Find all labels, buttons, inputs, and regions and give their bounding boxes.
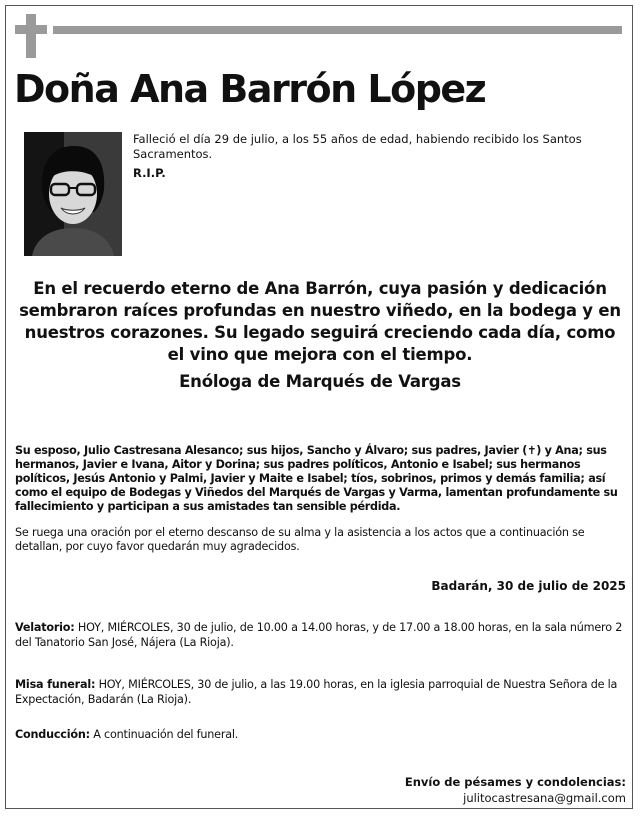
deceased-name: Doña Ana Barrón López [14, 67, 486, 111]
event-text: HOY, MIÉRCOLES, 30 de julio, a las 19.00 horas, en la iglesia parroquial de Nuestra Señora de la Expectación, Badarán (La Rioja). [15, 678, 618, 706]
header-rule [53, 26, 622, 34]
contact-label: Envío de pésames y condolencias: [404, 775, 626, 789]
tribute-text: En el recuerdo eterno de Ana Barrón, cuya pasión y dedicación sembraron raíces profundas en nuestro viñedo, en la bodega y en nuestros corazones. Su legado seguirá creciendo cada día, como el vino que mejora con el tiempo. [19, 279, 621, 364]
contact-block [405, 774, 626, 806]
event-text: A continuación del funeral. [89, 728, 239, 741]
event-label: Conducción: [15, 728, 90, 741]
event-label: Velatorio: [15, 621, 75, 634]
event-velatorio [15, 620, 627, 650]
family-text-part1: Su esposo, Julio Castresana Alesanco; sus hijos, Sancho y Álvaro; sus padres, Javier ( [15, 444, 528, 457]
death-notice-text: Falleció el día 29 de julio, a los 55 años de edad, habiendo recibido los Santos Sacramentos. [133, 132, 582, 161]
place-date: Badarán, 30 de julio de 2025 [431, 579, 626, 593]
prayer-paragraph: Se ruega una oración por el eterno descanso de su alma y la asistencia a los actos que a continuación se detallan, por cuyo favor quedarán muy agradecidos. [15, 526, 585, 553]
family-paragraph [15, 444, 627, 514]
intro-block [133, 132, 613, 181]
contact-email[interactable]: julitocastresana@gmail.com [463, 791, 626, 805]
tribute-role: Enóloga de Marqués de Vargas [179, 372, 461, 391]
event-conduccion [15, 727, 627, 742]
rip-text: R.I.P. [133, 166, 166, 180]
family-text-part2: ) y Ana; sus hermanos, Javier e Ivana, Aitor y Dorina; sus padres políticos, Antonio e Isabel; sus hermanos políticos, Jesús Antonio y Palmi, Javier y Maite e Isabel; tíos, sobrinos, primos y demás familia; así como el equipo de Bodegas y Viñedos del Marqués de Vargas y Varma, lamentan profundamente su fallecimiento y participan a sus amistades tan sensible pérdida. [15, 444, 618, 513]
event-label: Misa funeral: [15, 678, 96, 691]
portrait-photo [24, 132, 122, 256]
small-cross-icon: ✝ [527, 444, 537, 457]
event-misa-funeral [15, 677, 627, 707]
latin-cross-icon [15, 14, 47, 58]
event-text: HOY, MIÉRCOLES, 30 de julio, de 10.00 a 14.00 horas, y de 17.00 a 18.00 horas, en la sala número 2 del Tanatorio San José, Nájera (La Rioja). [15, 621, 623, 649]
tribute-block [14, 278, 626, 393]
